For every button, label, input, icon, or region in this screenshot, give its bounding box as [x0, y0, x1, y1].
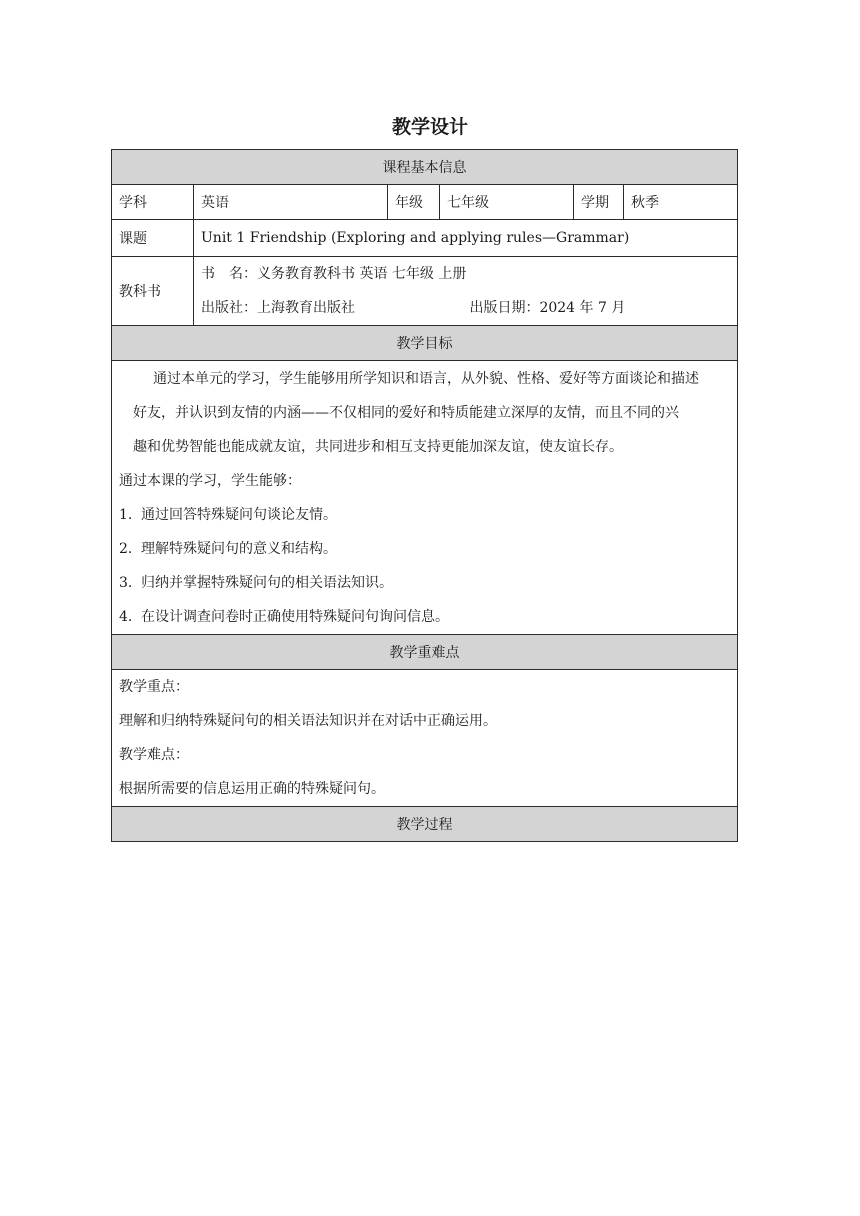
publisher-label: 出版社： — [201, 300, 257, 316]
goal-number: 1. — [119, 507, 133, 523]
unit-intro-line-2: 好友，并认识到友情的内涵——不仅相同的爱好和特质能建立深厚的友情，而且不同的兴 — [133, 405, 679, 421]
difficulty-label: 教学难点： — [119, 747, 189, 763]
pub-date-value: 2024 年 7 月 — [539, 300, 626, 316]
goal-item — [119, 566, 730, 600]
objectives-body — [112, 361, 738, 635]
focus-label: 教学重点： — [119, 679, 189, 695]
lesson-intro: 通过本课的学习，学生能够： — [119, 473, 301, 489]
unit-intro-line-1: 通过本单元的学习，学生能够用所学知识和语言，从外貌、性格、爱好等方面谈论和描述 — [153, 371, 699, 387]
goal-text: 理解特殊疑问句的意义和结构。 — [141, 541, 337, 557]
topic-label: 课题 — [112, 220, 194, 257]
goal-text: 通过回答特殊疑问句谈论友情。 — [141, 507, 337, 523]
lesson-plan-table — [111, 149, 738, 842]
textbook-label: 教科书 — [112, 257, 194, 326]
publisher-line — [201, 291, 730, 325]
book-name-label: 书 名： — [201, 266, 257, 282]
term-value: 秋季 — [624, 185, 738, 220]
goal-number: 2. — [119, 541, 133, 557]
goal-text: 在设计调查问卷时正确使用特殊疑问句询问信息。 — [141, 609, 449, 625]
goal-number: 3. — [119, 575, 133, 591]
term-label: 学期 — [574, 185, 624, 220]
publisher-value: 上海教育出版社 — [257, 300, 355, 316]
pub-date-label: 出版日期： — [469, 300, 540, 316]
document-title: 教学设计 — [391, 116, 468, 138]
book-name-value: 义务教育教科书 英语 七年级 上册 — [257, 266, 467, 282]
textbook-details — [194, 257, 738, 326]
goal-item — [119, 498, 730, 532]
key-points-body — [112, 670, 738, 807]
goal-item — [119, 532, 730, 566]
topic-value: Unit 1 Friendship (Exploring and applying rules—Grammar) — [194, 220, 738, 257]
subject-value: 英语 — [194, 185, 388, 220]
unit-intro-line-3: 趣和优势智能也能成就友谊，共同进步和相互支持更能加深友谊，使友谊长存。 — [133, 439, 623, 455]
book-name-line — [201, 257, 730, 291]
process-header: 教学过程 — [112, 807, 738, 842]
basic-info-header: 课程基本信息 — [112, 150, 738, 185]
focus-text: 理解和归纳特殊疑问句的相关语法知识并在对话中正确运用。 — [119, 713, 497, 729]
key-points-header: 教学重难点 — [112, 635, 738, 670]
difficulty-text: 根据所需要的信息运用正确的特殊疑问句。 — [119, 781, 385, 797]
goal-item — [119, 600, 730, 634]
grade-label: 年级 — [388, 185, 440, 220]
objectives-header: 教学目标 — [112, 326, 738, 361]
grade-value: 七年级 — [440, 185, 574, 220]
subject-label: 学科 — [112, 185, 194, 220]
goal-number: 4. — [119, 609, 133, 625]
goal-text: 归纳并掌握特殊疑问句的相关语法知识。 — [141, 575, 393, 591]
